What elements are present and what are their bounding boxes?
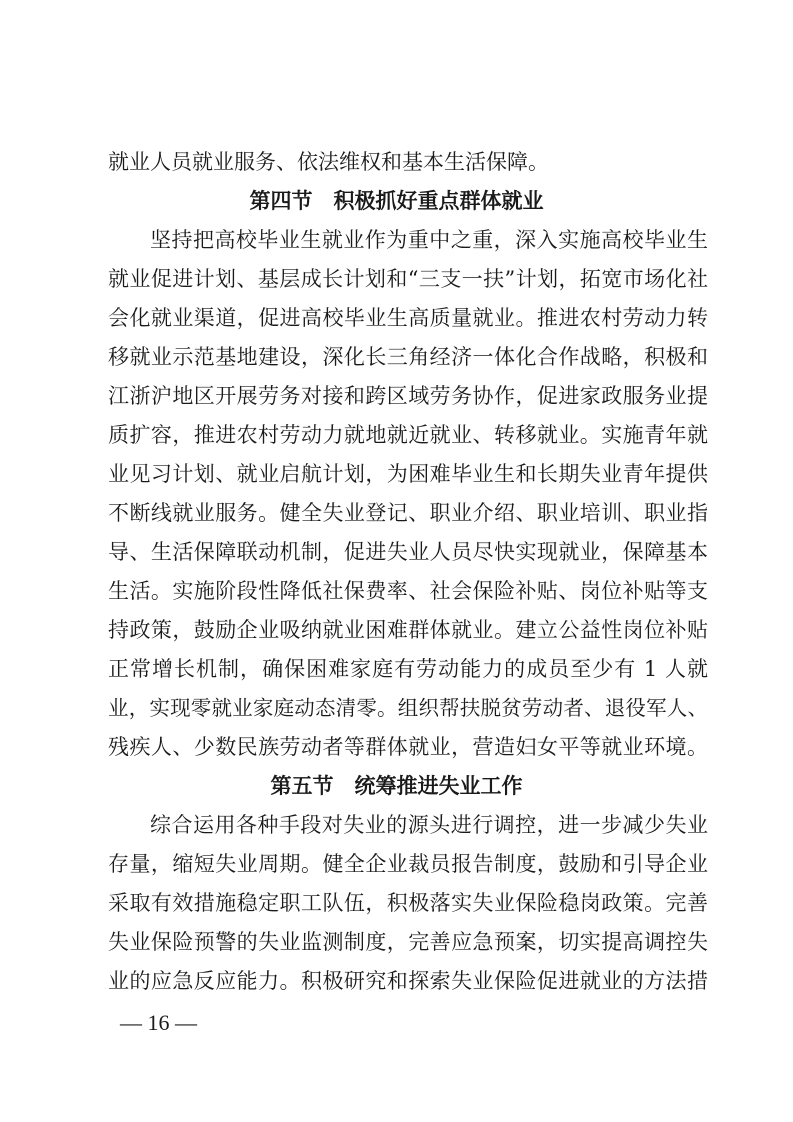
body-line: 失业保险预警的失业监测制度，完善应急预案，切实提高调控失 [108,930,708,954]
body-line: 江浙沪地区开展劳务对接和跨区域劳务协作，促进家政服务业提 [108,384,708,408]
body-line: 存量，缩短失业周期。健全企业裁员报告制度，鼓励和引导企业 [108,852,708,876]
body-line: 坚持把高校毕业生就业作为重中之重，深入实施高校毕业生 [150,228,708,252]
section-heading-5: 第五节 统筹推进失业工作 [270,773,523,798]
body-line: 移就业示范基地建设，深化长三角经济一体化合作战略，积极和 [108,345,708,369]
body-line: 残疾人、少数民族劳动者等群体就业，营造妇女平等就业环境。 [108,735,708,759]
body-line: 持政策，鼓励企业吸纳就业困难群体就业。建立公益性岗位补贴 [108,618,708,642]
body-line: 业见习计划、就业启航计划，为困难毕业生和长期失业青年提供 [108,462,708,486]
body-line: 采取有效措施稳定职工队伍，积极落实失业保险稳岗政策。完善 [108,891,708,915]
body-line: 业的应急反应能力。积极研究和探索失业保险促进就业的方法措 [108,969,708,993]
body-line: 就业人员就业服务、依法维权和基本生活保障。 [108,150,549,174]
body-line: 不断线就业服务。健全失业登记、职业介绍、职业培训、职业指 [108,501,708,525]
body-line: 会化就业渠道，促进高校毕业生高质量就业。推进农村劳动力转 [108,306,708,330]
section-heading-4: 第四节 积极抓好重点群体就业 [249,188,544,213]
body-line: 综合运用各种手段对失业的源头进行调控，进一步减少失业 [150,813,708,837]
body-line: 质扩容，推进农村劳动力就地就近就业、转移就业。实施青年就 [108,423,708,447]
body-line: 正常增长机制，确保困难家庭有劳动能力的成员至少有 1 人就 [108,657,708,681]
page-number: — 16 — [120,1010,197,1035]
body-line: 就业促进计划、基层成长计划和“三支一扶”计划，拓宽市场化社 [108,267,708,291]
body-line: 导、生活保障联动机制，促进失业人员尽快实现就业，保障基本 [108,540,708,564]
body-line: 生活。实施阶段性降低社保费率、社会保险补贴、岗位补贴等支 [108,579,708,603]
body-line: 业，实现零就业家庭动态清零。组织帮扶脱贫劳动者、退役军人、 [108,696,708,720]
